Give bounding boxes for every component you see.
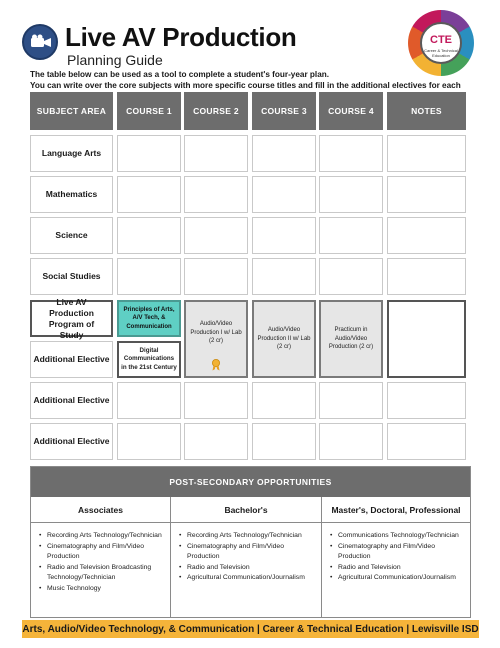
cell-language-arts-course-3[interactable] xyxy=(252,135,316,172)
list-item: • Recording Arts Technology/Technician xyxy=(47,531,164,542)
list-item: • Agricultural Communication/Journalism xyxy=(338,573,464,584)
cell-language-arts-course-4[interactable] xyxy=(319,135,383,172)
cell-elective-3-course-3[interactable] xyxy=(252,423,316,460)
row-additional-elective-2: Additional Elective xyxy=(30,382,113,419)
list-item: • Cinematography and Film/Video Production xyxy=(47,542,164,563)
header-course-3: COURSE 3 xyxy=(252,92,316,130)
post-col-title: Master's, Doctoral, Professional xyxy=(322,497,470,523)
post-secondary-section xyxy=(30,466,471,618)
cell-mathematics-course-4[interactable] xyxy=(319,176,383,213)
post-secondary-title: POST-SECONDARY OPPORTUNITIES xyxy=(31,467,470,497)
cell-science-course-4[interactable] xyxy=(319,217,383,254)
program-course-2[interactable] xyxy=(184,300,248,378)
list-item: • Communications Technology/Technician xyxy=(338,531,464,542)
row-program-of-study: Live AV Production Program of Study xyxy=(30,300,113,337)
elective-digital-communications[interactable]: Digital Communications in the 21st Century xyxy=(117,341,181,378)
footer-banner: Arts, Audio/Video Technology, & Communication | Career & Technical Education | Lewisville ISD xyxy=(22,620,479,638)
cell-elective-2-course-2[interactable] xyxy=(184,382,248,419)
cte-logo-subtext: Career & Technical Education xyxy=(424,48,458,58)
cell-social-studies-course-2[interactable] xyxy=(184,258,248,295)
post-col-list xyxy=(31,523,170,594)
post-col-associates xyxy=(31,497,171,618)
row-additional-elective-1: Additional Elective xyxy=(30,341,113,378)
cte-logo xyxy=(420,22,462,64)
cell-elective-3-notes[interactable] xyxy=(387,423,466,460)
cell-program-notes[interactable] xyxy=(387,300,466,378)
list-item: • Radio and Television xyxy=(338,563,464,574)
row-language-arts: Language Arts xyxy=(30,135,113,172)
post-col-masters xyxy=(322,497,470,618)
row-social-studies: Social Studies xyxy=(30,258,113,295)
cell-social-studies-course-4[interactable] xyxy=(319,258,383,295)
return-to-programs-badge[interactable] xyxy=(408,10,474,76)
post-col-list xyxy=(322,523,470,584)
cell-elective-3-course-4[interactable] xyxy=(319,423,383,460)
cell-social-studies-notes[interactable] xyxy=(387,258,466,295)
list-item: • Agricultural Communication/Journalism xyxy=(187,573,315,584)
row-science: Science xyxy=(30,217,113,254)
video-camera-icon xyxy=(22,24,58,60)
row-additional-elective-3: Additional Elective xyxy=(30,423,113,460)
cell-elective-3-course-1[interactable] xyxy=(117,423,181,460)
cell-mathematics-course-3[interactable] xyxy=(252,176,316,213)
cte-logo-text: CTE xyxy=(430,34,452,46)
list-item: • Radio and Television xyxy=(187,563,315,574)
list-item: • Radio and Television Broadcasting Technology/Technician xyxy=(47,563,164,584)
cell-elective-2-course-4[interactable] xyxy=(319,382,383,419)
cell-social-studies-course-3[interactable] xyxy=(252,258,316,295)
list-item: • Recording Arts Technology/Technician xyxy=(187,531,315,542)
cell-elective-2-course-3[interactable] xyxy=(252,382,316,419)
program-course-3[interactable]: Audio/Video Production II w/ Lab (2 cr) xyxy=(252,300,316,378)
intro-line-2: You can write over the core subjects with more specific course titles and fill in the additional electives for each xyxy=(30,81,461,90)
post-col-title: Bachelor's xyxy=(171,497,321,523)
cell-mathematics-course-2[interactable] xyxy=(184,176,248,213)
ribbon-award-icon xyxy=(211,359,221,371)
intro-line-1: The table below can be used as a tool to complete a student's four-year plan. xyxy=(30,70,330,79)
cell-mathematics-notes[interactable] xyxy=(387,176,466,213)
cell-science-course-3[interactable] xyxy=(252,217,316,254)
cell-elective-2-course-1[interactable] xyxy=(117,382,181,419)
cell-language-arts-course-1[interactable] xyxy=(117,135,181,172)
page-subtitle: Planning Guide xyxy=(67,52,163,68)
cell-elective-3-course-2[interactable] xyxy=(184,423,248,460)
post-col-list xyxy=(171,523,321,584)
header-notes: NOTES xyxy=(387,92,466,130)
list-item: • Cinematography and Film/Video Production xyxy=(338,542,464,563)
program-course-1[interactable]: Principles of Arts, A/V Tech, & Communication xyxy=(117,300,181,337)
list-item: • Cinematography and Film/Video Production xyxy=(187,542,315,563)
page-title: Live AV Production xyxy=(65,22,297,52)
header-subject-area: SUBJECT AREA xyxy=(30,92,113,130)
row-mathematics: Mathematics xyxy=(30,176,113,213)
header-course-2: COURSE 2 xyxy=(184,92,248,130)
cell-elective-2-notes[interactable] xyxy=(387,382,466,419)
header-course-4: COURSE 4 xyxy=(319,92,383,130)
header-course-1: COURSE 1 xyxy=(117,92,181,130)
cell-science-notes[interactable] xyxy=(387,217,466,254)
program-course-2-label: Audio/Video Production I w/ Lab (2 cr) xyxy=(190,321,242,345)
cell-language-arts-notes[interactable] xyxy=(387,135,466,172)
cell-science-course-1[interactable] xyxy=(117,217,181,254)
post-col-bachelors xyxy=(171,497,322,618)
cell-science-course-2[interactable] xyxy=(184,217,248,254)
cell-language-arts-course-2[interactable] xyxy=(184,135,248,172)
post-col-title: Associates xyxy=(31,497,170,523)
cell-mathematics-course-1[interactable] xyxy=(117,176,181,213)
list-item: • Music Technology xyxy=(47,584,164,595)
program-course-4[interactable]: Practicum in Audio/Video Production (2 cr) xyxy=(319,300,383,378)
cell-social-studies-course-1[interactable] xyxy=(117,258,181,295)
